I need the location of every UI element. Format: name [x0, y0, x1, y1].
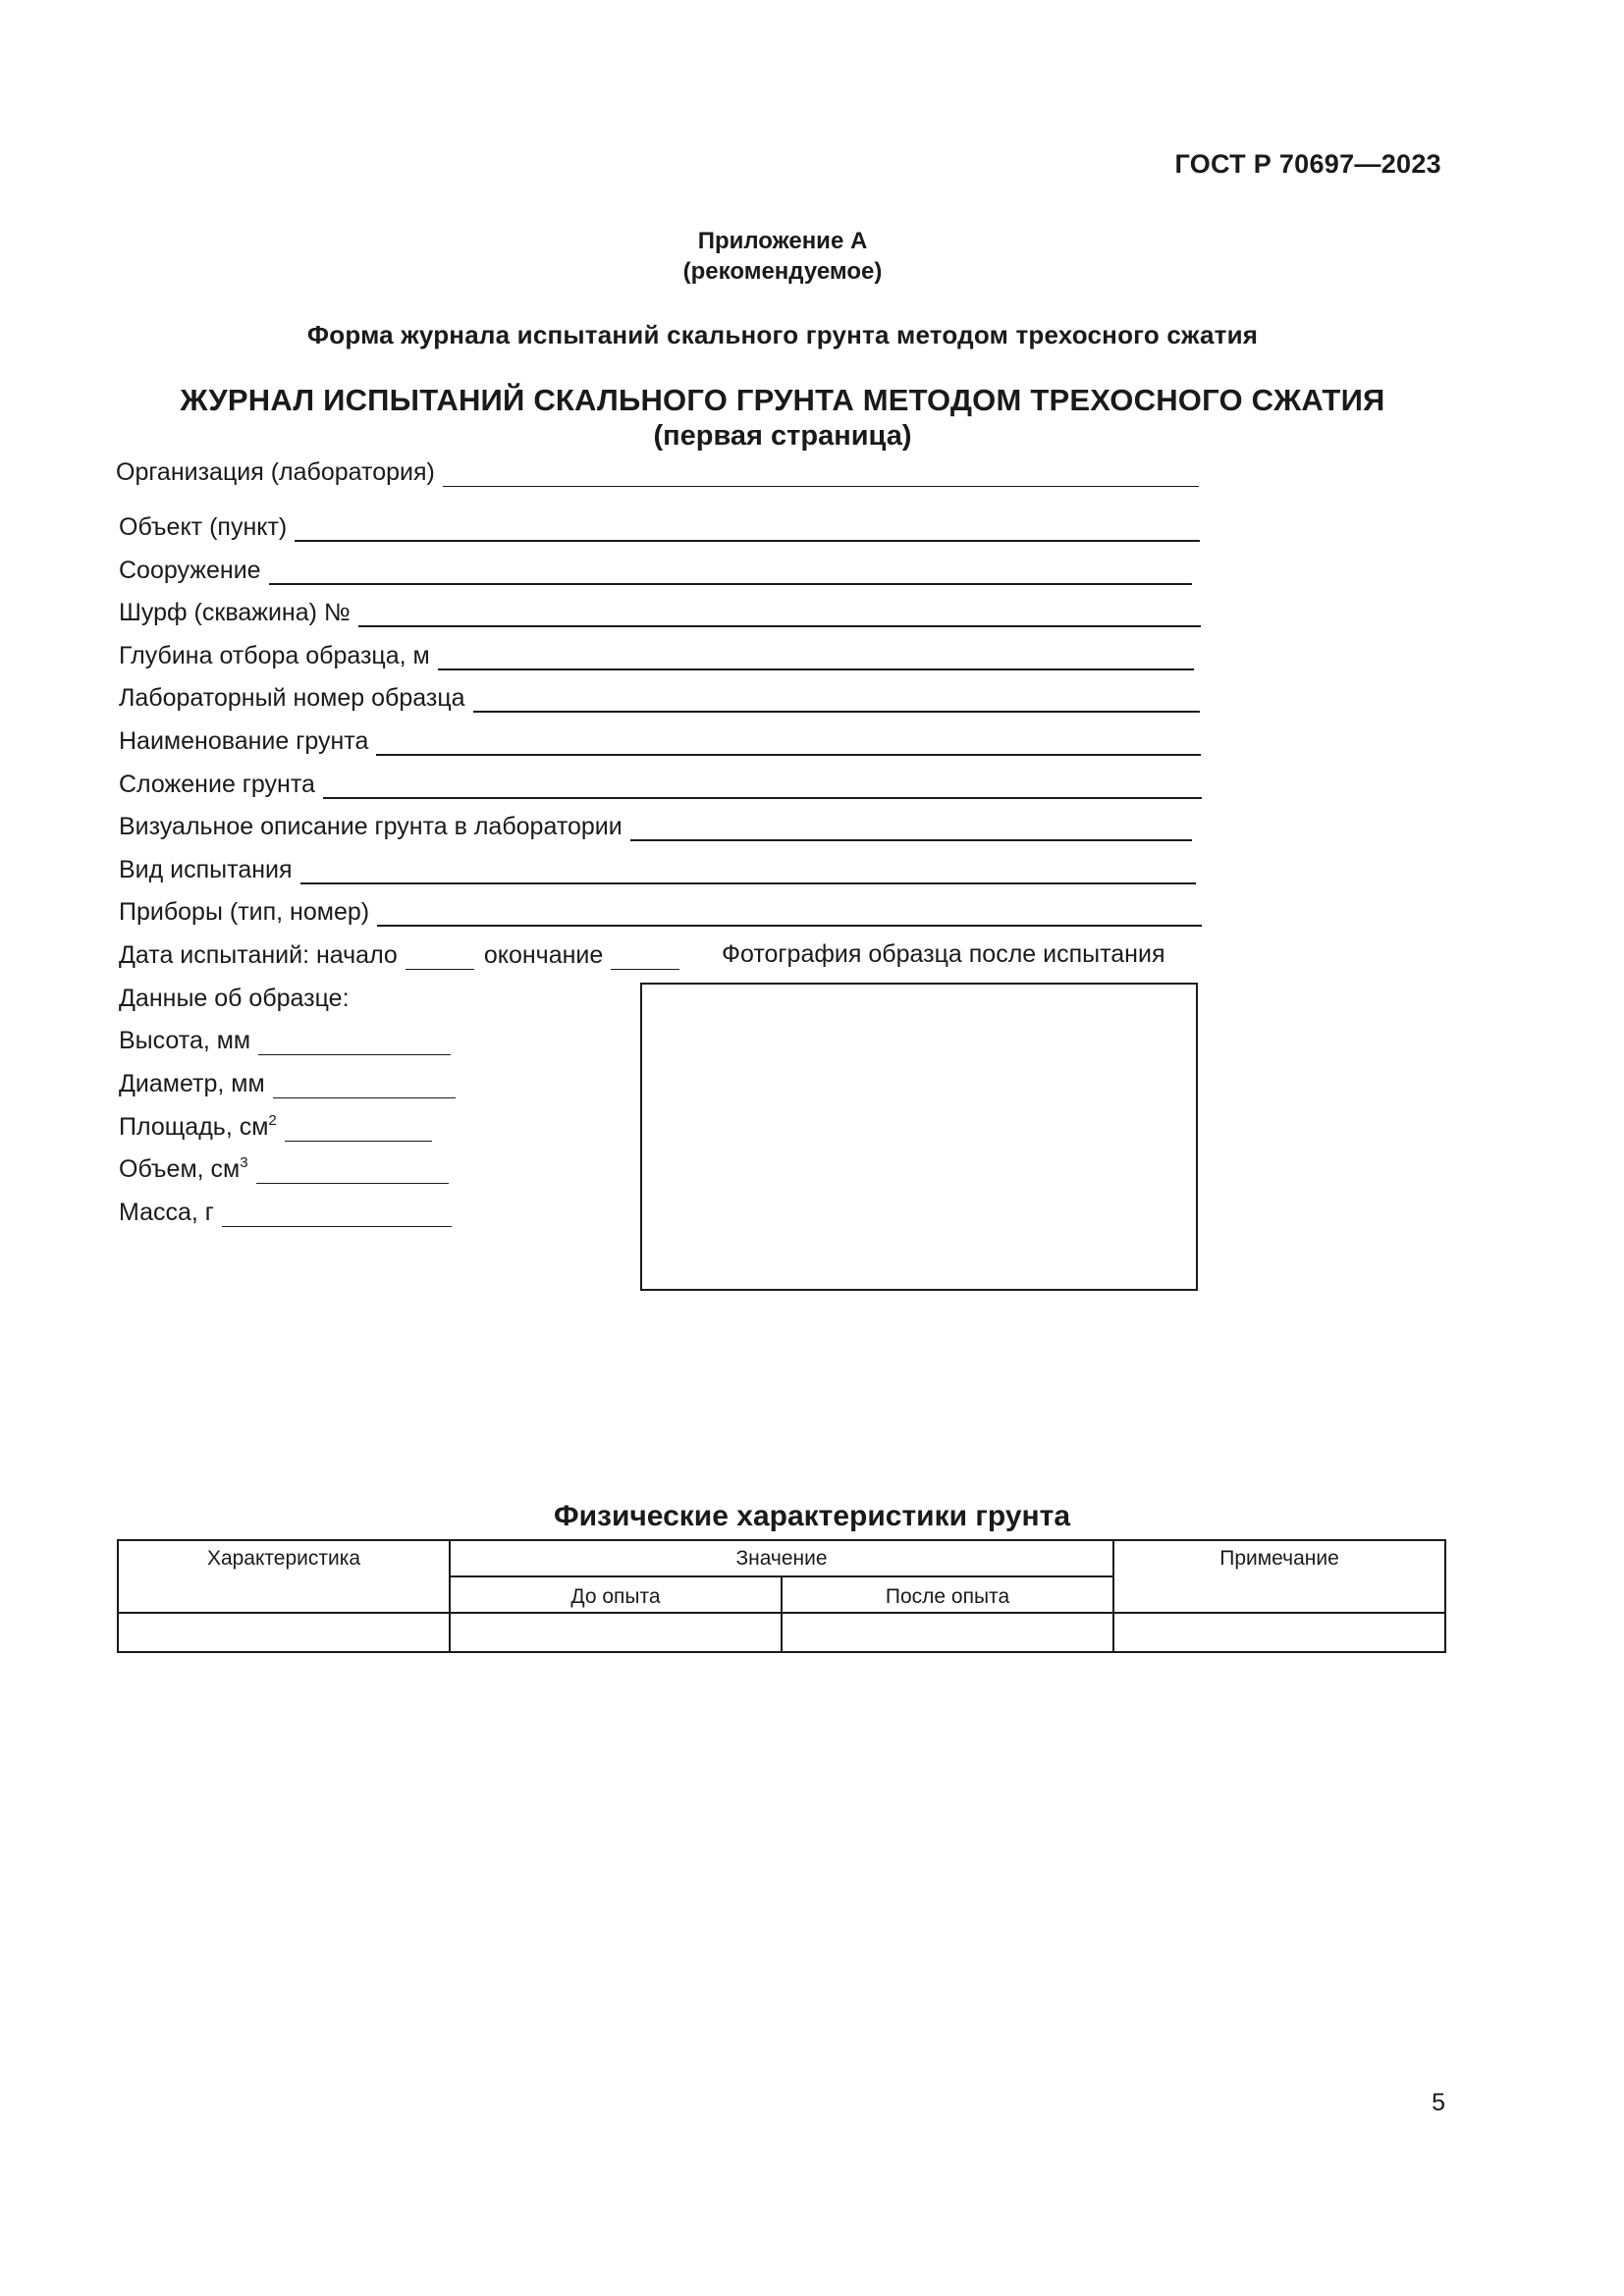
cell-after[interactable]	[782, 1613, 1113, 1652]
height-row	[119, 1022, 451, 1055]
volume-row	[119, 1150, 449, 1184]
test-type-field[interactable]	[300, 857, 1196, 884]
visual-description-field[interactable]	[630, 814, 1192, 841]
header-value: Значение	[450, 1540, 1113, 1576]
mass-row	[119, 1194, 452, 1227]
cell-characteristic[interactable]	[118, 1613, 450, 1652]
organization-label: Организация (лаборатория)	[116, 458, 435, 486]
photo-caption: Фотография образца после испытания	[722, 940, 1165, 968]
form-title: Форма журнала испытаний скального грунта методом трехосного сжатия	[306, 320, 1259, 349]
lab-number-label: Лабораторный номер образца	[119, 684, 465, 712]
diameter-label: Диаметр, мм	[119, 1070, 265, 1097]
soil-name-field[interactable]	[376, 728, 1201, 756]
soil-composition-label: Сложение грунта	[119, 771, 315, 798]
object-label: Объект (пункт)	[119, 513, 288, 541]
header-before: До опыта	[450, 1576, 782, 1613]
lab-number-row	[119, 679, 1200, 713]
test-type-row	[119, 851, 1196, 884]
depth-field[interactable]	[438, 643, 1194, 670]
diameter-row	[119, 1065, 456, 1098]
area-field[interactable]	[285, 1115, 432, 1142]
mass-field[interactable]	[222, 1201, 452, 1227]
pit-label: Шурф (скважина) №	[119, 599, 351, 626]
sample-heading-row	[119, 980, 350, 1013]
mass-label: Масса, г	[119, 1199, 214, 1226]
lab-number-field[interactable]	[473, 685, 1200, 713]
journal-subtitle: (первая страница)	[653, 420, 912, 452]
structure-row	[119, 552, 1192, 585]
area-row	[119, 1108, 432, 1142]
devices-field[interactable]	[377, 899, 1202, 927]
height-field[interactable]	[258, 1029, 451, 1055]
journal-title: ЖУРНАЛ ИСПЫТАНИЙ СКАЛЬНОГО ГРУНТА МЕТОДОМ ТРЕХОСНОГО СЖАТИЯ	[180, 383, 1385, 417]
page-number: 5	[1432, 2089, 1445, 2116]
physical-characteristics-table	[117, 1539, 1446, 1653]
test-type-label: Вид испытания	[119, 856, 293, 883]
annex-title: Приложение А	[697, 228, 868, 254]
diameter-field[interactable]	[273, 1072, 456, 1098]
organization-field[interactable]	[443, 460, 1199, 487]
standard-number: ГОСТ Р 70697—2023	[1174, 149, 1441, 179]
soil-composition-field[interactable]	[323, 772, 1202, 799]
object-row	[119, 508, 1200, 542]
physical-table-title: Физические характеристики грунта	[553, 1500, 1071, 1532]
test-date-start-field[interactable]	[406, 943, 474, 970]
visual-description-row	[119, 808, 1192, 841]
height-label: Высота, мм	[119, 1027, 251, 1054]
pit-field[interactable]	[358, 600, 1201, 627]
annex-subtitle: (рекомендуемое)	[682, 258, 883, 285]
test-date-end-field[interactable]	[611, 943, 679, 970]
area-label: Площадь, $см^2$	[119, 1112, 277, 1141]
devices-row	[119, 893, 1202, 927]
cell-before[interactable]	[450, 1613, 782, 1652]
depth-label: Глубина отбора образца, м	[119, 642, 430, 669]
organization-row	[116, 454, 1199, 487]
header-note: Примечание	[1113, 1540, 1445, 1613]
depth-row	[119, 637, 1194, 670]
test-date-end-label: окончание	[483, 941, 604, 969]
object-field[interactable]	[295, 514, 1200, 542]
test-date-start-label: Дата испытаний: начало	[119, 941, 398, 969]
soil-name-label: Наименование грунта	[119, 727, 369, 755]
volume-field[interactable]	[256, 1157, 449, 1184]
devices-label: Приборы (тип, номер)	[119, 898, 370, 926]
sample-heading: Данные об образце:	[119, 985, 350, 1012]
soil-name-row	[119, 722, 1201, 756]
visual-description-label: Визуальное описание грунта в лаборатории	[119, 813, 623, 840]
table-row	[118, 1613, 1445, 1652]
structure-label: Сооружение	[119, 557, 261, 584]
soil-composition-row	[119, 766, 1202, 799]
header-after: После опыта	[782, 1576, 1113, 1613]
cell-note[interactable]	[1113, 1613, 1445, 1652]
photo-box[interactable]	[640, 983, 1198, 1291]
pit-row	[119, 594, 1201, 627]
volume-label: Объем, $см^3$	[119, 1154, 248, 1183]
header-characteristic: Характеристика	[118, 1540, 450, 1613]
structure-field[interactable]	[269, 558, 1192, 585]
test-date-row	[119, 936, 679, 970]
